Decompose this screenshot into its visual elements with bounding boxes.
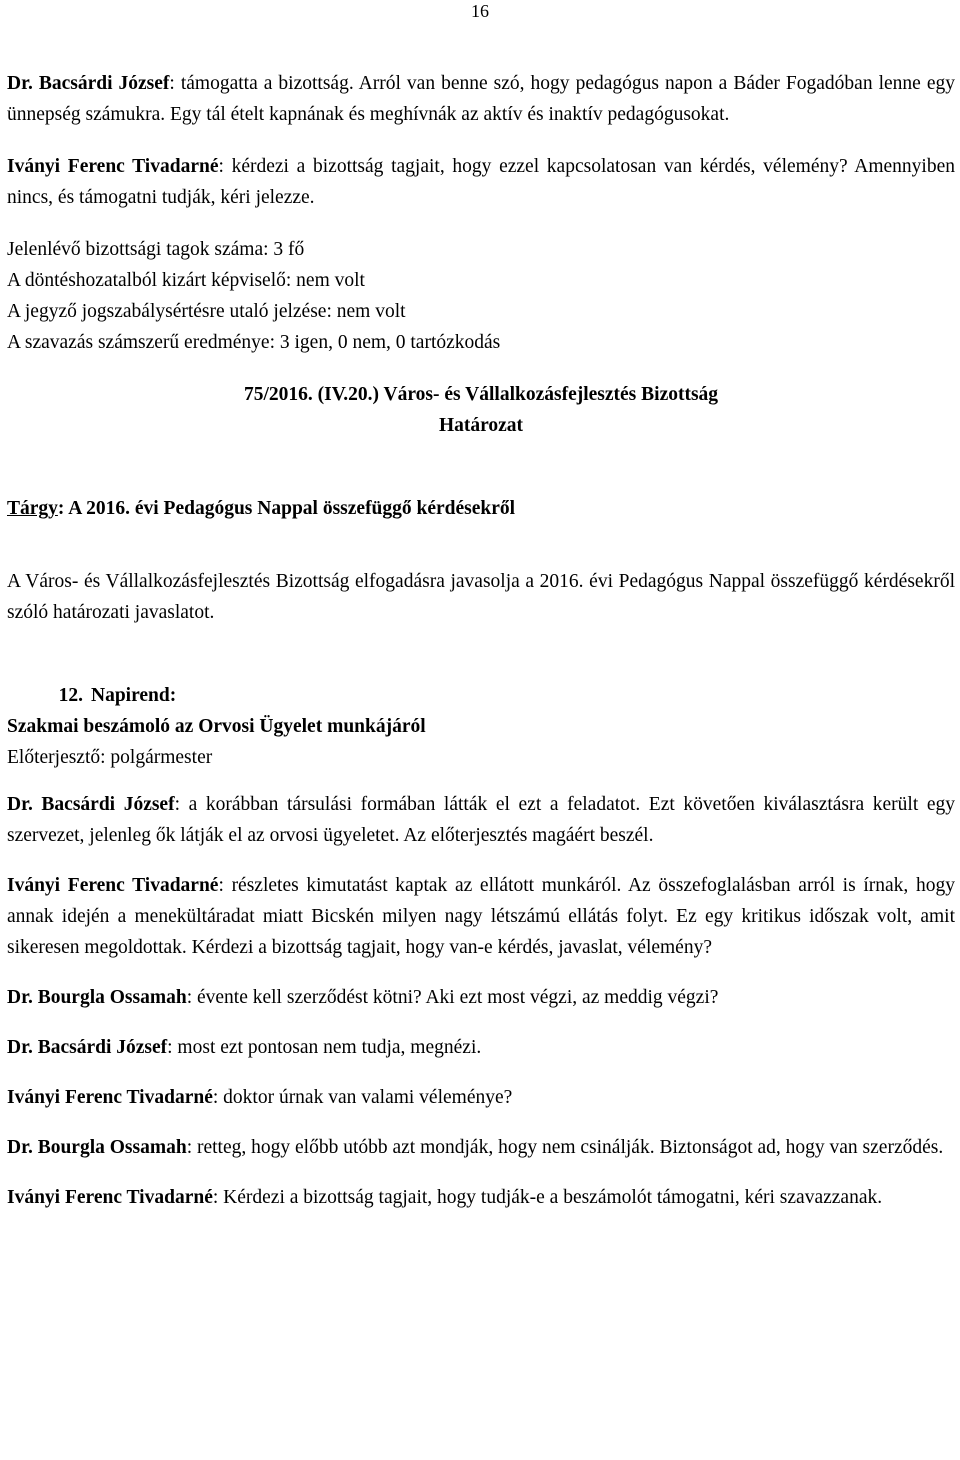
agenda-title: Szakmai beszámoló az Orvosi Ügyelet munkájáról [7, 716, 426, 737]
dialogue-ivanyi-3 [7, 1082, 955, 1113]
speaker-name: Dr. Bacsárdi József [7, 1037, 168, 1058]
dialogue-bacsardi-2 [7, 789, 955, 851]
speaker-name: Iványi Ferenc Tivadarné [7, 1187, 213, 1208]
statement-text: : Kérdezi a bizottság tagjait, hogy tudják-e a beszámolót támogatni, kéri szavazzanak. [212, 1187, 883, 1208]
dialogue-ivanyi-4 [7, 1182, 955, 1213]
statement-text: : most ezt pontosan nem tudja, megnézi. [167, 1037, 482, 1058]
speaker-name: Dr. Bourgla Ossamah [7, 1137, 187, 1158]
statement-text: : doktor úrnak van valami véleménye? [212, 1087, 513, 1108]
resolution-subject [7, 493, 955, 524]
speaker-name: Iványi Ferenc Tivadarné [7, 1087, 213, 1108]
dialogue-bacsardi-3 [7, 1032, 955, 1063]
subject-label: Tárgy [7, 498, 58, 519]
statement-text: : a korábban társulási formában látták el ezt a feladatot. Ezt követően kiválasztásra került egy szervezet, jelenleg ők látják el az orvosi ügyeletet. Az előterjesztés magáért beszél. [7, 794, 955, 846]
page-number: 16 [471, 1, 489, 21]
speaker-name: Dr. Bacsárdi József [7, 73, 170, 94]
speaker-name: Dr. Bourgla Ossamah [7, 987, 187, 1008]
speaker-name: Dr. Bacsárdi József [7, 794, 175, 815]
agenda-presenter: Előterjesztő: polgármester [7, 747, 213, 768]
speaker-name: Iványi Ferenc Tivadarné [7, 156, 219, 177]
statement-text: : részletes kimutatást kaptak az ellátott munkáról. Az összefoglalásban arról is írnak, hogy annak idején a menekültáradat miatt Bicskén milyen nagy létszámú ellátás folyt. Ez egy kritikus időszak volt, amit sikeresen megoldottak. Kérdezi a bizottság tagjait, hogy van-e kérdés, javaslat, vélemény? [7, 875, 955, 958]
vote-summary [7, 234, 955, 358]
speaker-name: Iványi Ferenc Tivadarné [7, 875, 219, 896]
paragraph-bacsardi-1 [7, 68, 955, 130]
statement-text: : évente kell szerződést kötni? Aki ezt most végzi, az meddig végzi? [186, 987, 719, 1008]
dialogue-ivanyi-2 [7, 870, 955, 963]
paragraph-ivanyi-1 [7, 151, 955, 213]
statement-text: : retteg, hogy előbb utóbb azt mondják, hogy nem csinálják. Biztonságot ad, hogy van szerződés. [186, 1137, 944, 1158]
statement-text: : támogatta a bizottság. Arról van benne szó, hogy pedagógus napon a Báder Fogadóban lenne egy ünnepség számukra. Egy tál ételt kapnának és meghívnák az aktív és inaktív pedagógusokat. [7, 73, 955, 125]
vote-line-excluded: A döntéshozatalból kizárt képviselő: nem volt [7, 270, 365, 291]
vote-line-result: A szavazás számszerű eredménye: 3 igen, 0 nem, 0 tartózkodás [7, 332, 501, 353]
subject-text: : A 2016. évi Pedagógus Nappal összefüggő kérdésekről [57, 498, 516, 519]
document-body [7, 68, 955, 1213]
resolution-number: 75/2016. (IV.20.) Város- és Vállalkozásfejlesztés Bizottság [243, 384, 719, 405]
agenda-number: 12. [58, 685, 83, 706]
agenda-heading [7, 680, 955, 711]
vote-line-present: Jelenlévő bizottsági tagok száma: 3 fő [7, 239, 305, 260]
dialogue-bourgla-1 [7, 982, 955, 1013]
resolution-title: Határozat [438, 415, 524, 436]
vote-line-notary: A jegyző jogszabálysértésre utaló jelzése: nem volt [7, 301, 406, 322]
resolution-heading [7, 379, 955, 441]
resolution-body: A Város- és Vállalkozásfejlesztés Bizottság elfogadásra javasolja a 2016. évi Pedagógus Nappal összefüggő kérdésekről szóló határozati javaslatot. [7, 571, 955, 623]
statement-text: : kérdezi a bizottság tagjait, hogy ezzel kapcsolatosan van kérdés, vélemény? Amennyiben nincs, és támogatni tudják, kéri jelezze. [7, 156, 955, 208]
dialogue-bourgla-2 [7, 1132, 955, 1163]
agenda-label: Napirend: [91, 685, 177, 706]
